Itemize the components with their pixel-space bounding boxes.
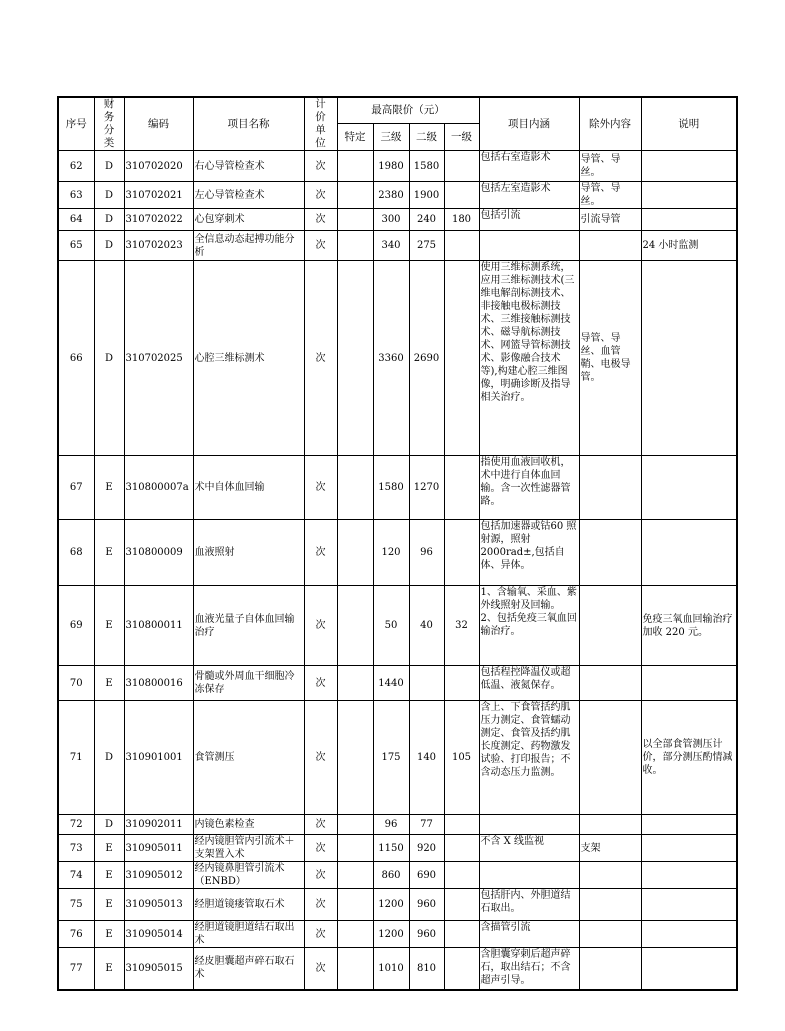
row-price-level1 (444, 835, 479, 862)
row-unit: 次 (304, 209, 337, 231)
row-content: 包括引流 (479, 209, 579, 231)
row-price-level1 (444, 182, 479, 209)
row-price-level2: 810 (409, 948, 444, 990)
row-price-level1 (444, 889, 479, 921)
row-price-special (337, 862, 373, 889)
row-item-name: 经内镜胆管内引流术＋支架置入术 (193, 835, 304, 862)
row-code: 310901001 (124, 701, 193, 815)
row-item-name: 心腔三维标测术 (193, 261, 304, 456)
row-item-name: 血液照射 (193, 520, 304, 586)
row-item-name: 术中自体血回输 (193, 456, 304, 520)
row-price-level3: 1980 (373, 151, 409, 182)
table-row (58, 835, 737, 862)
row-price-level2: 2690 (409, 261, 444, 456)
row-item-name: 左心导管检查术 (193, 182, 304, 209)
row-price-level2: 77 (409, 815, 444, 835)
row-seq: 69 (58, 586, 94, 666)
row-price-special (337, 586, 373, 666)
row-item-name: 血液光量子自体血回输治疗 (193, 586, 304, 666)
row-content: 使用三维标测系统，应用三维标测技术(三维电解剖标测技术、非接触电极标测技术、三维接触标测技术、磁导航标测技术、网篮导管标测技术、影像融合技术等),构建心腔三维图像，明确诊断及指导相关治疗。 (479, 261, 579, 456)
row-notes: 以全部食管测压计价，部分测压酌情减收。 (641, 701, 737, 815)
row-price-level1 (444, 261, 479, 456)
row-code: 310800009 (124, 520, 193, 586)
row-unit: 次 (304, 151, 337, 182)
table-row (58, 231, 737, 261)
row-price-level3: 1200 (373, 889, 409, 921)
row-unit: 次 (304, 948, 337, 990)
row-notes (641, 261, 737, 456)
row-unit: 次 (304, 701, 337, 815)
table-row (58, 666, 737, 701)
row-item-name: 全信息动态起搏功能分析 (193, 231, 304, 261)
row-price-special (337, 666, 373, 701)
row-price-level1 (444, 862, 479, 889)
row-price-special (337, 456, 373, 520)
table-row (58, 889, 737, 921)
row-seq: 62 (58, 151, 94, 182)
row-price-level1 (444, 520, 479, 586)
row-content (479, 231, 579, 261)
row-price-level2: 240 (409, 209, 444, 231)
row-content (479, 862, 579, 889)
row-notes (641, 520, 737, 586)
row-item-name: 右心导管检查术 (193, 151, 304, 182)
row-code: 310902011 (124, 815, 193, 835)
row-code: 310800007a (124, 456, 193, 520)
row-code: 310702023 (124, 231, 193, 261)
row-price-special (337, 948, 373, 990)
row-content: 1、含输氧、采血、紫外线照射及回输。 2、包括免疫三氧血回输治疗。 (479, 586, 579, 666)
row-unit: 次 (304, 586, 337, 666)
row-exclusion: 支架 (579, 835, 641, 862)
row-price-level1 (444, 921, 479, 948)
row-price-level1 (444, 948, 479, 990)
header-level3: 三级 (373, 124, 409, 151)
row-notes (641, 151, 737, 182)
row-price-level3: 3360 (373, 261, 409, 456)
row-code: 310905014 (124, 921, 193, 948)
table-row (58, 209, 737, 231)
row-finance-category: D (94, 261, 124, 456)
row-price-level2: 96 (409, 520, 444, 586)
row-price-level2: 275 (409, 231, 444, 261)
row-notes (641, 666, 737, 701)
row-exclusion (579, 889, 641, 921)
row-price-special (337, 921, 373, 948)
row-price-level1 (444, 666, 479, 701)
row-seq: 65 (58, 231, 94, 261)
row-notes (641, 209, 737, 231)
table-row (58, 815, 737, 835)
row-price-level2: 960 (409, 921, 444, 948)
row-price-special (337, 182, 373, 209)
header-special: 特定 (337, 124, 373, 151)
row-code: 310905012 (124, 862, 193, 889)
header-level2: 二级 (409, 124, 444, 151)
row-code: 310905015 (124, 948, 193, 990)
row-exclusion (579, 701, 641, 815)
row-content: 包括程控降温仪或超低温、液氮保存。 (479, 666, 579, 701)
row-notes (641, 889, 737, 921)
row-content: 包括加速器或钴60 照射源，照射2000rad±,包括自体、异体。 (479, 520, 579, 586)
row-price-level3: 2380 (373, 182, 409, 209)
row-exclusion: 导管、导丝、血管鞘、电极导管。 (579, 261, 641, 456)
row-code: 310905011 (124, 835, 193, 862)
row-unit: 次 (304, 666, 337, 701)
row-code: 310905013 (124, 889, 193, 921)
row-notes (641, 862, 737, 889)
row-price-level3: 175 (373, 701, 409, 815)
row-exclusion (579, 815, 641, 835)
row-seq: 68 (58, 520, 94, 586)
row-finance-category: E (94, 666, 124, 701)
row-price-level2: 1900 (409, 182, 444, 209)
row-unit: 次 (304, 889, 337, 921)
row-price-special (337, 701, 373, 815)
row-price-special (337, 209, 373, 231)
row-content: 含上、下食管括约肌压力测定、食管蠕动测定、食管及括约肌长度测定、药物激发试验、打印报告；不含动态压力监测。 (479, 701, 579, 815)
row-price-level2: 920 (409, 835, 444, 862)
header-price-limit: 最高限价（元） (337, 97, 479, 124)
row-exclusion: 引流导管 (579, 209, 641, 231)
row-code: 310702020 (124, 151, 193, 182)
row-seq: 63 (58, 182, 94, 209)
row-item-name: 经皮胆囊超声碎石取石术 (193, 948, 304, 990)
header-finance-category: 财务分类 (94, 97, 124, 151)
header-content: 项目内涵 (479, 97, 579, 151)
row-price-level3: 96 (373, 815, 409, 835)
row-price-level2 (409, 666, 444, 701)
row-content: 包括右室造影术 (479, 151, 579, 182)
row-price-level3: 1010 (373, 948, 409, 990)
row-unit: 次 (304, 835, 337, 862)
row-finance-category: E (94, 889, 124, 921)
row-price-level2: 690 (409, 862, 444, 889)
row-price-level1: 32 (444, 586, 479, 666)
row-notes (641, 921, 737, 948)
row-item-name: 食管测压 (193, 701, 304, 815)
table-row (58, 182, 737, 209)
row-exclusion (579, 948, 641, 990)
row-content: 指使用血液回收机，术中进行自体血回输。含一次性滤器管路。 (479, 456, 579, 520)
row-finance-category: E (94, 456, 124, 520)
row-finance-category: E (94, 948, 124, 990)
row-price-level3: 340 (373, 231, 409, 261)
row-price-level3: 860 (373, 862, 409, 889)
row-unit: 次 (304, 261, 337, 456)
row-code: 310800016 (124, 666, 193, 701)
row-price-level3: 1440 (373, 666, 409, 701)
row-seq: 67 (58, 456, 94, 520)
row-content: 不含 X 线监视 (479, 835, 579, 862)
header-level1: 一级 (444, 124, 479, 151)
row-unit: 次 (304, 231, 337, 261)
row-price-level1 (444, 456, 479, 520)
row-exclusion (579, 666, 641, 701)
row-price-level2: 1270 (409, 456, 444, 520)
row-price-special (337, 231, 373, 261)
row-notes (641, 948, 737, 990)
row-unit: 次 (304, 456, 337, 520)
row-exclusion (579, 520, 641, 586)
row-price-level3: 1150 (373, 835, 409, 862)
header-exclusion: 除外内容 (579, 97, 641, 151)
row-price-level1 (444, 231, 479, 261)
row-notes (641, 456, 737, 520)
row-seq: 64 (58, 209, 94, 231)
row-unit: 次 (304, 862, 337, 889)
row-finance-category: D (94, 231, 124, 261)
row-exclusion (579, 586, 641, 666)
row-price-special (337, 151, 373, 182)
header-seq: 序号 (58, 97, 94, 151)
row-exclusion: 导管、导丝。 (579, 182, 641, 209)
row-notes (641, 835, 737, 862)
row-finance-category: E (94, 586, 124, 666)
row-item-name: 经内镜鼻胆管引流术（ENBD） (193, 862, 304, 889)
row-price-level2: 960 (409, 889, 444, 921)
row-exclusion (579, 231, 641, 261)
row-seq: 70 (58, 666, 94, 701)
row-price-special (337, 261, 373, 456)
row-code: 310702022 (124, 209, 193, 231)
row-seq: 76 (58, 921, 94, 948)
table-row (58, 151, 737, 182)
row-seq: 74 (58, 862, 94, 889)
row-finance-category: D (94, 209, 124, 231)
row-seq: 73 (58, 835, 94, 862)
row-price-level1 (444, 151, 479, 182)
row-item-name: 心包穿刺术 (193, 209, 304, 231)
row-price-level3: 300 (373, 209, 409, 231)
table-row (58, 586, 737, 666)
row-finance-category: D (94, 182, 124, 209)
table-row (58, 520, 737, 586)
header-item-name: 项目名称 (193, 97, 304, 151)
table-row (58, 261, 737, 456)
row-content: 含描管引流 (479, 921, 579, 948)
row-finance-category: E (94, 835, 124, 862)
row-content: 包括肝内、外胆道结石取出。 (479, 889, 579, 921)
row-exclusion: 导管、导丝。 (579, 151, 641, 182)
row-finance-category: D (94, 701, 124, 815)
header-unit: 计价单位 (304, 97, 337, 151)
table-row (58, 701, 737, 815)
row-seq: 72 (58, 815, 94, 835)
row-content: 含胆囊穿刺后超声碎石，取出结石；不含超声引导。 (479, 948, 579, 990)
row-price-level1 (444, 815, 479, 835)
row-exclusion (579, 862, 641, 889)
row-finance-category: D (94, 151, 124, 182)
row-price-level3: 120 (373, 520, 409, 586)
row-content (479, 815, 579, 835)
row-item-name: 骨髓或外周血干细胞冷冻保存 (193, 666, 304, 701)
row-price-level3: 1200 (373, 921, 409, 948)
row-exclusion (579, 456, 641, 520)
row-finance-category: E (94, 520, 124, 586)
row-price-special (337, 835, 373, 862)
row-code: 310800011 (124, 586, 193, 666)
row-unit: 次 (304, 815, 337, 835)
row-item-name: 经胆道镜瘘管取石术 (193, 889, 304, 921)
row-price-special (337, 889, 373, 921)
row-finance-category: E (94, 921, 124, 948)
row-notes: 免疫三氧血回输治疗加收 220 元。 (641, 586, 737, 666)
row-code: 310702025 (124, 261, 193, 456)
row-price-level2: 40 (409, 586, 444, 666)
row-finance-category: D (94, 815, 124, 835)
row-notes: 24 小时监测 (641, 231, 737, 261)
row-finance-category: E (94, 862, 124, 889)
row-price-level3: 1580 (373, 456, 409, 520)
row-price-level1: 180 (444, 209, 479, 231)
row-unit: 次 (304, 921, 337, 948)
table-row (58, 948, 737, 990)
row-item-name: 经胆道镜胆道结石取出术 (193, 921, 304, 948)
row-seq: 71 (58, 701, 94, 815)
price-table (57, 96, 738, 991)
row-price-level2: 1580 (409, 151, 444, 182)
row-price-special (337, 815, 373, 835)
row-notes (641, 815, 737, 835)
row-notes (641, 182, 737, 209)
row-unit: 次 (304, 182, 337, 209)
row-seq: 66 (58, 261, 94, 456)
row-price-level3: 50 (373, 586, 409, 666)
table-row (58, 456, 737, 520)
row-price-level2: 140 (409, 701, 444, 815)
row-price-level1: 105 (444, 701, 479, 815)
row-code: 310702021 (124, 182, 193, 209)
row-seq: 77 (58, 948, 94, 990)
table-row (58, 921, 737, 948)
row-seq: 75 (58, 889, 94, 921)
row-unit: 次 (304, 520, 337, 586)
row-item-name: 内镜色素检查 (193, 815, 304, 835)
header-code: 编码 (124, 97, 193, 151)
header-notes: 说明 (641, 97, 737, 151)
table-row (58, 862, 737, 889)
row-content: 包括左室造影术 (479, 182, 579, 209)
row-exclusion (579, 921, 641, 948)
row-price-special (337, 520, 373, 586)
